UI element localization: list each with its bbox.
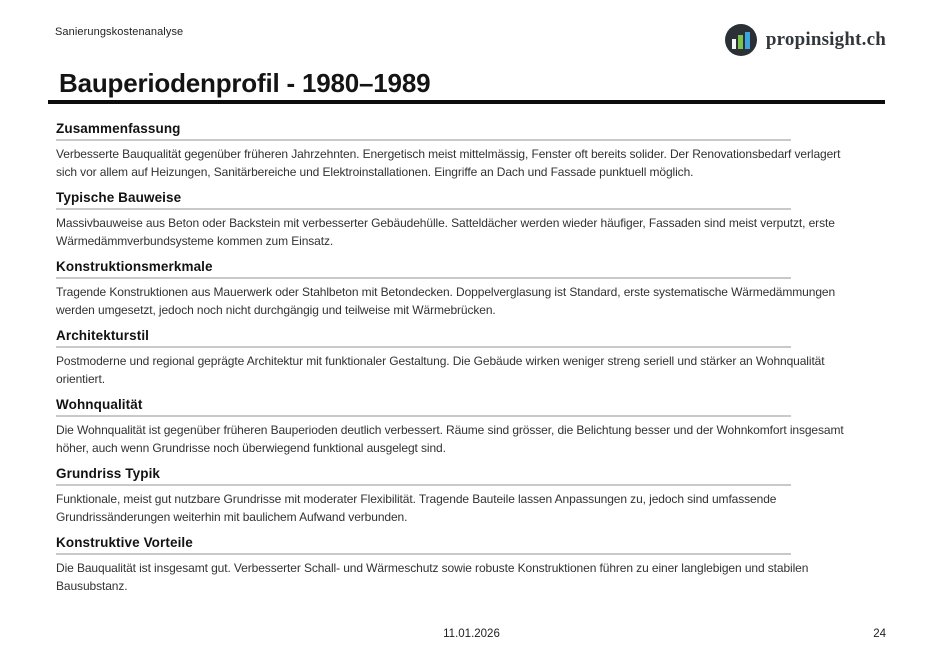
section-body: Funktionale, meist gut nutzbare Grundrisse mit moderater Flexibilität. Tragende Bauteile lassen Anpassungen zu, jedoch sind umfassende Grundrissänderungen weiterhin mit baulichem Aufwand verbunden. <box>56 492 777 524</box>
section-heading: Typische Bauweise <box>56 190 182 205</box>
section-body: Massivbauweise aus Beton oder Backstein mit verbesserter Gebäudehülle. Satteldächer werden wieder häufiger, Fassaden sind meist verputzt, erste Wärmedämmverbundsysteme kommen zum Einsatz. <box>56 216 835 248</box>
logo-bar-blue <box>745 32 750 49</box>
section-heading: Konstruktive Vorteile <box>56 535 193 550</box>
section-konstruktionsmerkmale <box>56 259 891 319</box>
section-divider <box>56 484 791 486</box>
brand-wordmark: propinsight.ch <box>765 29 886 50</box>
section-wohnqualitaet <box>56 397 891 457</box>
section-konstruktive-vorteile <box>56 535 891 595</box>
logo-bar-white <box>732 39 736 49</box>
sections-container <box>56 121 891 604</box>
document-type-label: Sanierungskostenanalyse <box>55 26 184 38</box>
bar-chart-icon <box>725 24 757 56</box>
section-heading: Wohnqualität <box>56 397 143 412</box>
section-architekturstil <box>56 328 891 388</box>
section-body: Postmoderne und regional geprägte Architektur mit funktionaler Gestaltung. Die Gebäude wirken weniger streng seriell und stärker an Wohnqualität orientiert. <box>56 354 825 386</box>
section-heading: Architekturstil <box>56 328 150 343</box>
section-zusammenfassung <box>56 121 891 181</box>
section-heading: Zusammenfassung <box>56 121 181 136</box>
footer-page-number: 24 <box>873 628 886 640</box>
footer-date: 11.01.2026 <box>443 628 500 640</box>
section-body: Die Bauqualität ist insgesamt gut. Verbesserter Schall- und Wärmeschutz sowie robuste Konstruktionen führen zu einer langlebigen und stabilen Bausubstanz. <box>56 561 809 593</box>
section-typische-bauweise <box>56 190 891 250</box>
section-divider <box>56 346 791 348</box>
section-divider <box>56 139 791 141</box>
page-title: Bauperiodenprofil - 1980–1989 <box>59 68 431 98</box>
section-divider <box>56 415 791 417</box>
section-body: Verbesserte Bauqualität gegenüber früheren Jahrzehnten. Energetisch meist mittelmässig, Fenster oft bereits solider. Der Renovationsbedarf verlagert sich vor allem auf Heizungen, Sanitärbereiche und Elektroinstallationen. Eingriffe an Dach und Fassade punktuell möglich. <box>56 147 841 179</box>
section-body: Die Wohnqualität ist gegenüber früheren Bauperioden deutlich verbessert. Räume sind grösser, die Belichtung besser und der Wohnkomfort insgesamt höher, auch wenn Grundrisse noch überwiegend funktional ausgelegt sind. <box>56 423 844 455</box>
brand-logo <box>725 24 886 56</box>
section-divider <box>56 553 791 555</box>
section-divider <box>56 208 791 210</box>
section-heading: Konstruktionsmerkmale <box>56 259 213 274</box>
logo-bar-green <box>738 35 743 49</box>
section-grundriss-typik <box>56 466 891 526</box>
section-heading: Grundriss Typik <box>56 466 161 481</box>
section-divider <box>56 277 791 279</box>
section-body: Tragende Konstruktionen aus Mauerwerk oder Stahlbeton mit Betondecken. Doppelverglasung ist Standard, erste systematische Wärmedämmungen werden umgesetzt, jedoch noch nicht durchgängig und teilweise mit Wärmebrücken. <box>56 285 836 317</box>
title-divider <box>48 100 885 104</box>
